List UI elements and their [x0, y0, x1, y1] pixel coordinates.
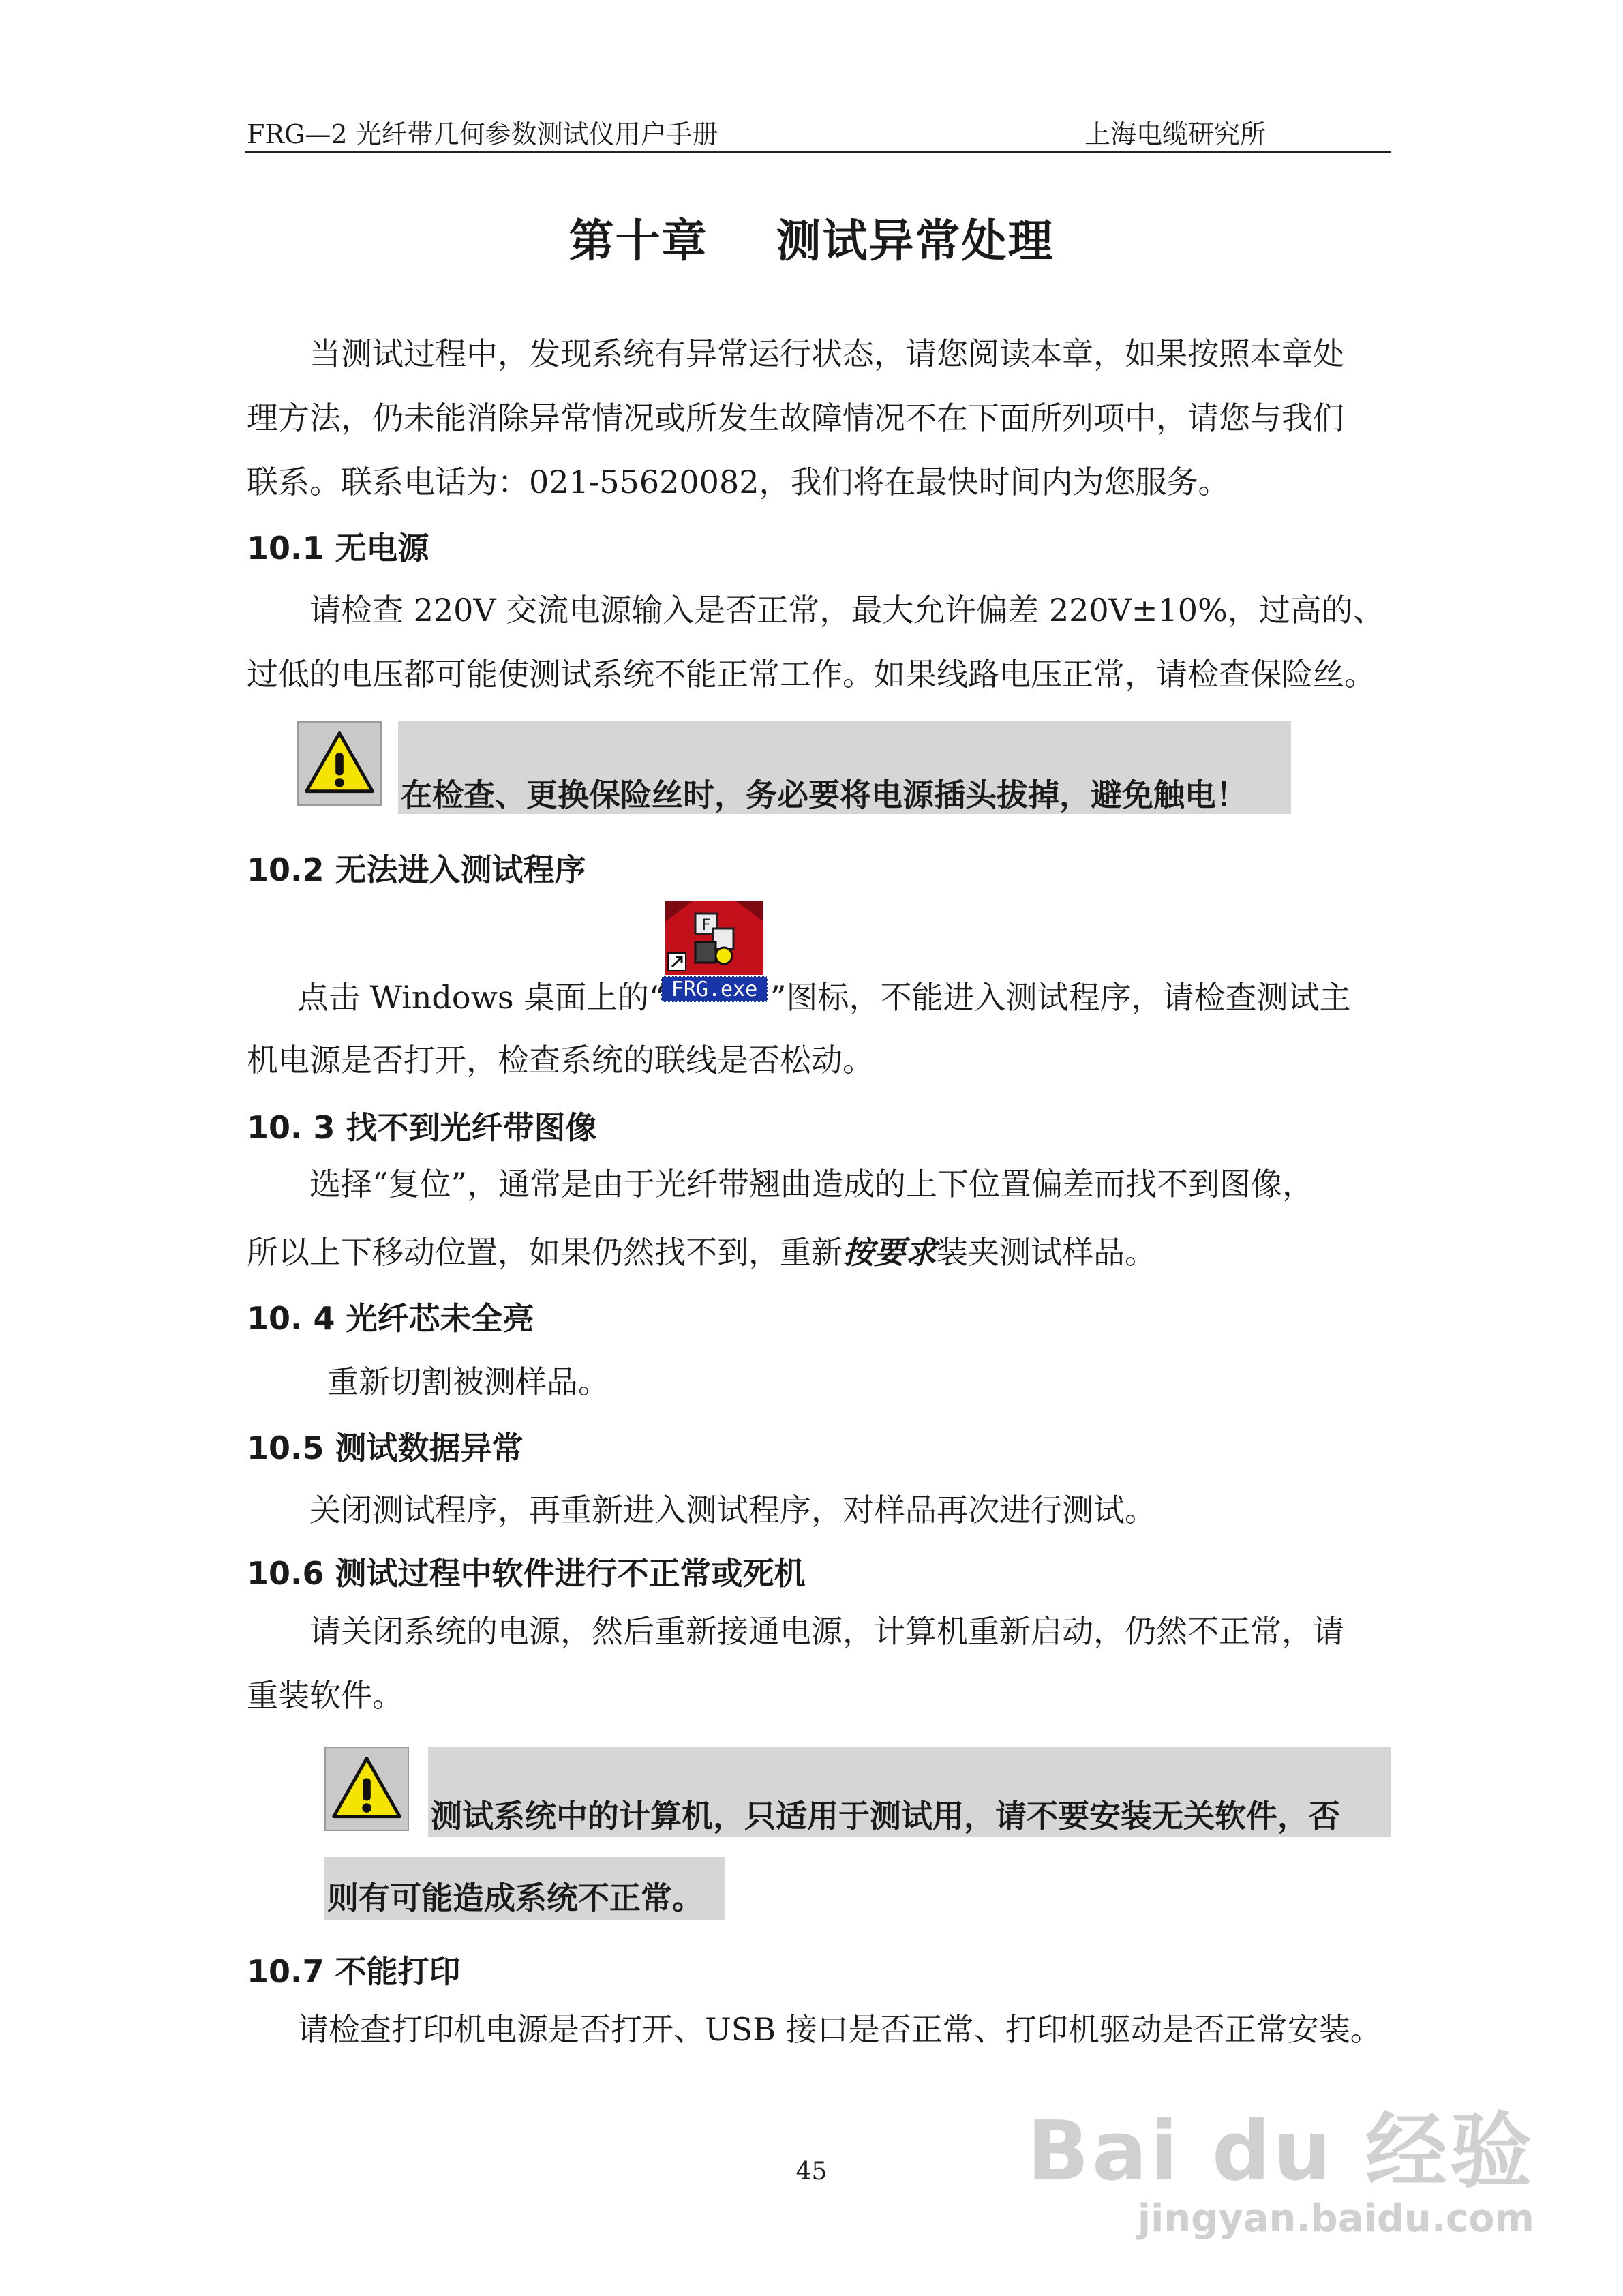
- warning-text-computer-2: 则有可能造成系统不正常。: [327, 1879, 703, 1916]
- s6-line-2: 重装软件。: [247, 1677, 404, 1714]
- section-heading-10-3: 10. 3 找不到光纤带图像: [247, 1109, 597, 1146]
- s6-line-1: 请关闭系统的电源，然后重新接通电源，计算机重新启动，仍然不正常，请: [309, 1613, 1344, 1650]
- page-number: 45: [795, 2158, 828, 2186]
- warning-text-computer-1: 测试系统中的计算机，只适用于测试用，请不要安装无关软件，否: [431, 1798, 1340, 1834]
- intro-line-3: 联系。联系电话为：021-55620082，我们将在最快时间内为您服务。: [247, 464, 1230, 500]
- warning-icon: [324, 1747, 409, 1831]
- warning-text-fuse: 在检查、更换保险丝时，务必要将电源插头拔掉，避免触电！: [401, 776, 1247, 813]
- warning-box-computer-line-1: [428, 1747, 1391, 1837]
- s3-emphasis: 按要求: [843, 1234, 937, 1271]
- warning-icon: [297, 721, 382, 806]
- s4-line-1: 重新切割被测样品。: [327, 1363, 609, 1400]
- s3-line-2: [247, 1220, 1392, 1284]
- s7-line-1: 请检查打印机电源是否打开、USB 接口是否正常、打印机驱动是否正常安装。: [297, 2011, 1382, 2048]
- intro-line-1: 当测试过程中，发现系统有异常运行状态，请您阅读本章，如果按照本章处: [309, 335, 1344, 372]
- header-manual-title: FRG—2 光纤带几何参数测试仪用户手册: [247, 119, 718, 149]
- section-heading-10-1: 10.1 无电源: [247, 530, 429, 567]
- watermark-logo: Bai du 经验: [1027, 2104, 1534, 2199]
- chapter-title: [0, 205, 1623, 269]
- section-heading-10-6: 10.6 测试过程中软件进行不正常或死机: [247, 1555, 806, 1592]
- s2-line-1-after-icon: ”图标，不能进入测试程序，请检查测试主: [770, 979, 1351, 1016]
- s2-line-1-before-icon: 点击 Windows 桌面上的“: [297, 979, 665, 1016]
- s3-line-1: 选择“复位”，通常是由于光纤带翘曲造成的上下位置偏差而找不到图像，: [309, 1166, 1314, 1203]
- svg-text:F: F: [701, 917, 711, 934]
- chapter-name: 测试异常处理: [776, 215, 1055, 267]
- s5-line-1: 关闭测试程序，再重新进入测试程序，对样品再次进行测试。: [309, 1492, 1156, 1528]
- s2-line-2: 机电源是否打开，检查系统的联线是否松动。: [247, 1042, 874, 1078]
- s1-line-1: 请检查 220V 交流电源输入是否正常，最大允许偏差 220V±10%，过高的、: [309, 592, 1384, 629]
- section-heading-10-2: 10.2 无法进入测试程序: [247, 851, 586, 888]
- s1-line-2: 过低的电压都可能使测试系统不能正常工作。如果线路电压正常，请检查保险丝。: [247, 656, 1376, 693]
- s3-line-2-start: 所以上下移动位置，如果仍然找不到，重新: [247, 1234, 843, 1271]
- frg-exe-icon-label: FRG.exe: [661, 976, 768, 1002]
- section-heading-10-7: 10.7 不能打印: [247, 1953, 461, 1990]
- watermark-url: jingyan.baidu.com: [1137, 2196, 1534, 2241]
- baidu-watermark: [1027, 2086, 1534, 2241]
- section-heading-10-4: 10. 4 光纤芯未全亮: [247, 1300, 534, 1337]
- header-organization: 上海电缆研究所: [1084, 119, 1266, 149]
- warning-box-computer-line-2: [324, 1857, 725, 1920]
- frg-exe-icon-image: [665, 901, 763, 975]
- chapter-number: 第十章: [568, 215, 708, 267]
- section-heading-10-5: 10.5 测试数据异常: [247, 1430, 524, 1466]
- warning-box-fuse: [398, 721, 1291, 814]
- s3-line-2-end: 装夹测试样品。: [937, 1234, 1156, 1271]
- header-rule: [245, 151, 1391, 153]
- intro-line-2: 理方法，仍未能消除异常情况或所发生故障情况不在下面所列项中，请您与我们: [247, 399, 1344, 436]
- frg-exe-icon[interactable]: [661, 901, 768, 1003]
